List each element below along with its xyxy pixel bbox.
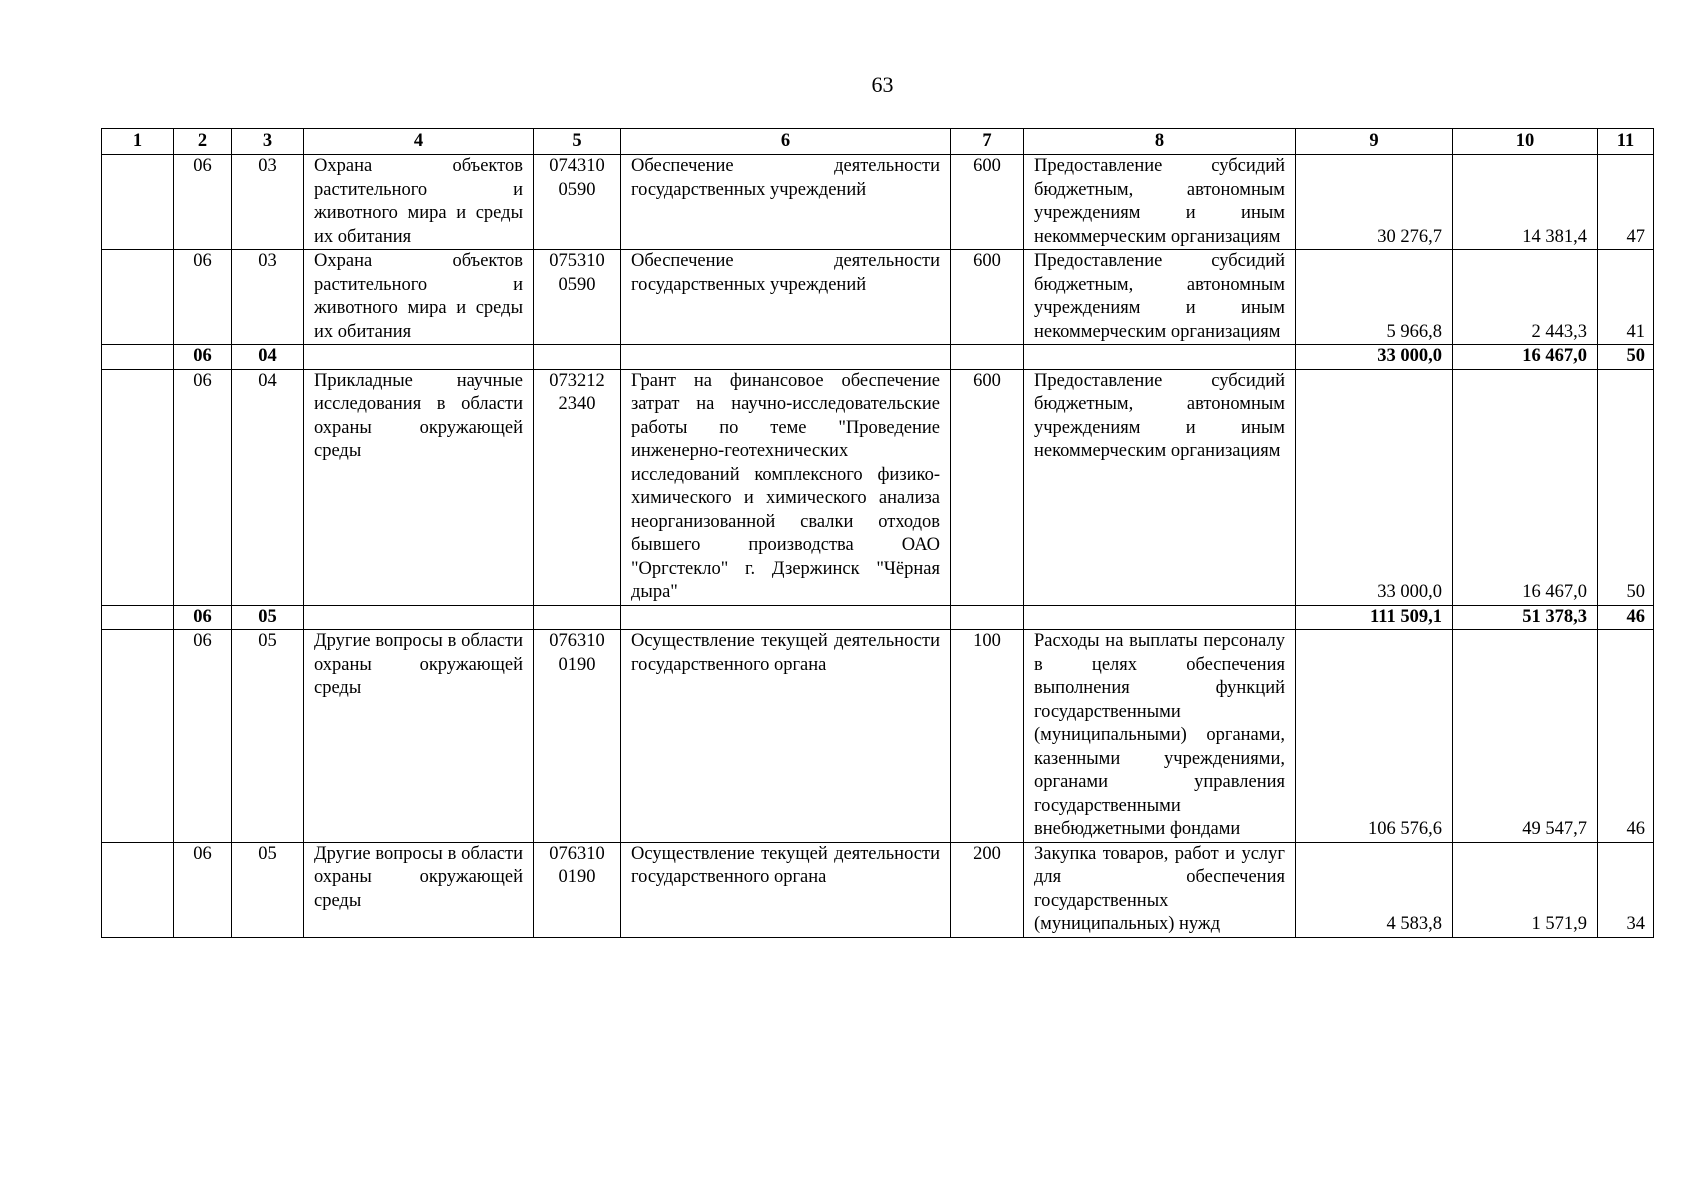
table-row: [102, 250, 1654, 345]
cell-article-name: Обеспечение деятельности государственных учреждений: [621, 250, 951, 345]
cell-target-article: [534, 155, 621, 250]
cell-expense-type-name: Предоставление субсидий бюджетным, автономным учреждениям и иным некоммерческим организациям: [1024, 155, 1296, 250]
table-row: [102, 369, 1654, 605]
cell-subsection-name: Прикладные научные исследования в области охраны окружающей среды: [304, 369, 534, 605]
cell-section: 06: [174, 630, 232, 843]
column-header: 5: [534, 129, 621, 155]
cell-expense-type-name: Предоставление субсидий бюджетным, автономным учреждениям и иным некоммерческим организациям: [1024, 369, 1296, 605]
cell-section: 06: [174, 369, 232, 605]
cell-expense-type-name: Предоставление субсидий бюджетным, автономным учреждениям и иным некоммерческим организациям: [1024, 250, 1296, 345]
cell-amount-plan: 33 000,0: [1296, 369, 1453, 605]
cell-amount-actual: 51 378,3: [1453, 605, 1598, 630]
cell-empty: [621, 605, 951, 630]
page-number: 63: [871, 72, 894, 97]
target-article-part2: 2340: [558, 394, 596, 414]
cell-amount-plan: 4 583,8: [1296, 842, 1453, 937]
cell-subsection-name: Охрана объектов растительного и животного мира и среды их обитания: [304, 250, 534, 345]
cell-target-article: [534, 369, 621, 605]
cell-empty: [621, 345, 951, 370]
cell-amount-plan: 111 509,1: [1296, 605, 1453, 630]
cell-subsection: 05: [232, 605, 304, 630]
column-header: 6: [621, 129, 951, 155]
subtotal-row: [102, 345, 1654, 370]
target-article-part2: 0190: [558, 867, 596, 887]
cell-expense-type: 600: [951, 250, 1024, 345]
target-article-part1: 076310: [549, 843, 605, 864]
column-header: 8: [1024, 129, 1296, 155]
cell-subsection: 04: [232, 345, 304, 370]
cell-empty: [1024, 345, 1296, 370]
cell-empty: [102, 842, 174, 937]
table-row: [102, 842, 1654, 937]
cell-subsection-name: Другие вопросы в области охраны окружающей среды: [304, 630, 534, 843]
cell-article-name: Осуществление текущей деятельности государственного органа: [621, 630, 951, 843]
cell-empty: [1024, 605, 1296, 630]
cell-amount-plan: 33 000,0: [1296, 345, 1453, 370]
target-article-part1: 076310: [549, 631, 605, 651]
cell-target-article: [534, 250, 621, 345]
cell-amount-actual: 14 381,4: [1453, 155, 1598, 250]
cell-article-name: Осуществление текущей деятельности государственного органа: [621, 842, 951, 937]
cell-empty: [951, 605, 1024, 630]
cell-section: 06: [174, 605, 232, 630]
cell-percent: 50: [1598, 345, 1654, 370]
cell-section: 06: [174, 250, 232, 345]
target-article-part2: 0590: [558, 274, 596, 295]
cell-article-name: Грант на финансовое обеспечение затрат на научно-исследовательские работы по теме "Проведение инженерно-геотехнических исследований комплексного физико-химического и химического анализа неорганизованной свалки отходов бывшего производства ОАО "Оргстекло" г. Дзержинск "Чёрная дыра": [621, 369, 951, 605]
column-header: 2: [174, 129, 232, 155]
cell-expense-type: 600: [951, 155, 1024, 250]
cell-subsection: 05: [232, 842, 304, 937]
cell-subsection: 03: [232, 250, 304, 345]
column-header: 4: [304, 129, 534, 155]
cell-empty: [304, 605, 534, 630]
cell-percent: 46: [1598, 605, 1654, 630]
cell-percent: 34: [1598, 842, 1654, 937]
target-article-part1: 074310: [549, 156, 605, 176]
column-header: 3: [232, 129, 304, 155]
cell-percent: 41: [1598, 250, 1654, 345]
cell-empty: [951, 345, 1024, 370]
cell-section: 06: [174, 155, 232, 250]
cell-amount-plan: 5 966,8: [1296, 250, 1453, 345]
cell-empty: [534, 605, 621, 630]
cell-empty: [304, 345, 534, 370]
cell-article-name: Обеспечение деятельности государственных учреждений: [621, 155, 951, 250]
cell-empty: [102, 605, 174, 630]
cell-subsection: 05: [232, 630, 304, 843]
table-row: [102, 155, 1654, 250]
target-article-part1: 075310: [549, 251, 605, 271]
cell-section: 06: [174, 842, 232, 937]
cell-subsection-name: Охрана объектов растительного и животного мира и среды их обитания: [304, 155, 534, 250]
cell-percent: 50: [1598, 369, 1654, 605]
column-header: 10: [1453, 129, 1598, 155]
cell-expense-type: 200: [951, 842, 1024, 937]
cell-amount-actual: 1 571,9: [1453, 842, 1598, 937]
subtotal-row: [102, 605, 1654, 630]
cell-target-article: [534, 630, 621, 843]
table-header-row: [102, 129, 1654, 155]
cell-empty: [102, 630, 174, 843]
cell-amount-actual: 16 467,0: [1453, 369, 1598, 605]
cell-amount-actual: 2 443,3: [1453, 250, 1598, 345]
table-row: [102, 630, 1654, 843]
cell-amount-actual: 16 467,0: [1453, 345, 1598, 370]
column-header: 7: [951, 129, 1024, 155]
cell-subsection: 04: [232, 369, 304, 605]
cell-section: 06: [174, 345, 232, 370]
budget-table: [101, 128, 1654, 938]
cell-percent: 46: [1598, 630, 1654, 843]
cell-empty: [534, 345, 621, 370]
cell-subsection-name: Другие вопросы в области охраны окружающей среды: [304, 842, 534, 937]
column-header: 11: [1598, 129, 1654, 155]
table-body: [102, 129, 1654, 938]
cell-amount-actual: 49 547,7: [1453, 630, 1598, 843]
column-header: 1: [102, 129, 174, 155]
cell-amount-plan: 106 576,6: [1296, 630, 1453, 843]
target-article-part2: 0590: [558, 179, 596, 200]
cell-expense-type-name: Закупка товаров, работ и услуг для обеспечения государственных (муниципальных) нужд: [1024, 842, 1296, 937]
cell-subsection: 03: [232, 155, 304, 250]
target-article-part2: 0190: [558, 654, 596, 675]
column-header: 9: [1296, 129, 1453, 155]
cell-expense-type: 100: [951, 630, 1024, 843]
cell-empty: [102, 369, 174, 605]
cell-expense-type-name: Расходы на выплаты персоналу в целях обеспечения выполнения функций государственными (муниципальными) органами, казенными учреждениями, органами управления государственными внебюджетными фондами: [1024, 630, 1296, 843]
cell-empty: [102, 155, 174, 250]
cell-empty: [102, 345, 174, 370]
cell-target-article: [534, 842, 621, 937]
cell-empty: [102, 250, 174, 345]
cell-expense-type: 600: [951, 369, 1024, 605]
cell-percent: 47: [1598, 155, 1654, 250]
target-article-part1: 073212: [549, 370, 605, 391]
cell-amount-plan: 30 276,7: [1296, 155, 1453, 250]
